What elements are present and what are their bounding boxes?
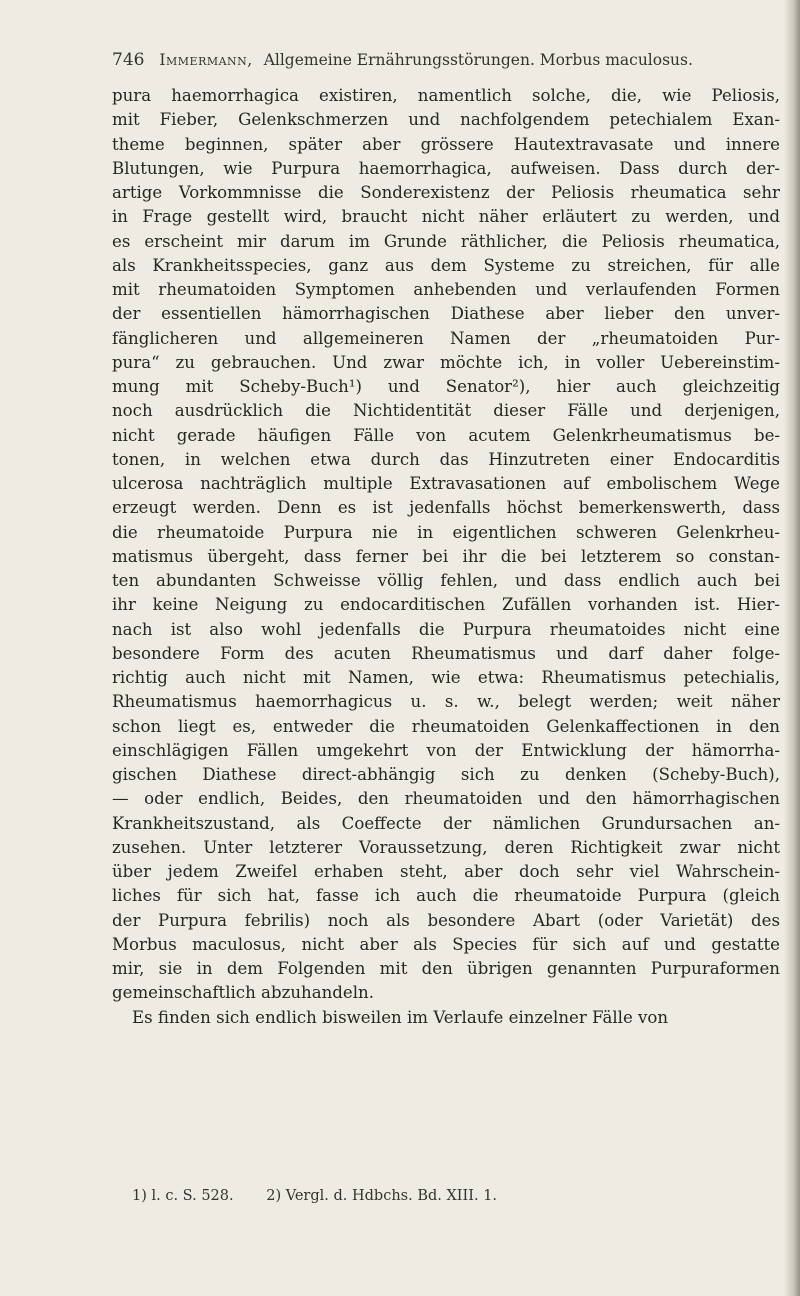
text-line: über jedem Zweifel erhaben steht, aber doch sehr viel Wahrschein- (112, 862, 780, 881)
text-line: noch ausdrücklich die Nichtidentität dieser Fälle und derjenigen, (112, 401, 780, 421)
text-line: matismus übergeht, dass ferner bei ihr die bei letzterem so constan- (112, 546, 780, 566)
text-line: nicht gerade häufigen Fälle von acutem Gelenkrheumatismus be- (112, 425, 780, 445)
text-line: der Purpura febrilis) noch als besondere Abart (oder Varietät) des (112, 910, 780, 930)
text-line: schon liegt es, entweder die rheumatoiden Gelenkaffectionen in den (112, 716, 780, 736)
footnote: 2) Vergl. d. Hdbchs. Bd. XIII. 1. (266, 1188, 498, 1204)
text-line: der essentiellen hämorrhagischen Diathese aber lieber den unver- (112, 304, 780, 324)
text-line: mit rheumatoiden Symptomen anhebenden und verlaufenden Formen (112, 280, 780, 299)
text-line: einschlägigen Fällen umgekehrt von der Entwicklung der hämorrha- (112, 740, 780, 760)
footnotes (132, 1188, 525, 1204)
text-line: gischen Diathese direct-abhängig sich zu denken (Scheby-Buch), (112, 765, 780, 784)
body-text (112, 84, 780, 1030)
text-line: Rheumatismus haemorrhagicus u. s. w., belegt werden; weit näher (112, 692, 780, 712)
text-line: ten abundanten Schweisse völlig fehlen, und dass endlich auch bei (112, 571, 780, 590)
text-line: gemeinschaftlich abzuhandeln. (112, 983, 374, 1003)
text-line: fänglicheren und allgemeineren Namen der „rheumatoiden Pur- (112, 328, 780, 348)
page-number: 746 (112, 50, 145, 70)
text-line: theme beginnen, später aber grössere Hautextravasate und innere (112, 134, 780, 154)
text-line: es erscheint mir darum im Grunde räthlicher, die Peliosis rheumatica, (112, 231, 780, 251)
text-line: Blutungen, wie Purpura haemorrhagica, aufweisen. Dass durch der- (112, 158, 780, 178)
header-author: Immermann, (159, 51, 253, 69)
header-title: Allgemeine Ernährungsstörungen. Morbus maculosus. (263, 51, 693, 69)
text-line: mit Fieber, Gelenkschmerzen und nachfolgendem petechialem Exan- (112, 110, 780, 130)
text-line: Es finden sich endlich bisweilen im Verlaufe einzelner Fälle von (132, 1007, 669, 1027)
text-line: die rheumatoide Purpura nie in eigentlichen schweren Gelenkrheu- (112, 522, 780, 542)
page-edge-shadow (784, 0, 800, 1296)
text-line: in Frage gestellt wird, braucht nicht näher erläutert zu werden, und (112, 207, 780, 227)
text-line: — oder endlich, Beides, den rheumatoiden und den hämorrhagischen (112, 789, 780, 809)
text-line: Krankheitszustand, als Coeffecte der nämlichen Grundursachen an- (112, 813, 780, 833)
text-line: tonen, in welchen etwa durch das Hinzutreten einer Endocarditis (112, 449, 780, 469)
text-line: als Krankheitsspecies, ganz aus dem Systeme zu streichen, für alle (112, 255, 780, 275)
running-header (112, 50, 712, 70)
text-line: mir, sie in dem Folgenden mit den übrigen genannten Purpuraformen (112, 959, 780, 978)
text-line: besondere Form des acuten Rheumatismus und darf daher folge- (112, 643, 780, 663)
text-line: Morbus maculosus, nicht aber als Species für sich auf und gestatte (112, 934, 780, 954)
footnote: 1) l. c. S. 528. (132, 1188, 234, 1204)
text-line: liches für sich hat, fasse ich auch die rheumatoide Purpura (gleich (112, 886, 780, 906)
text-line: mung mit Scheby-Buch¹) und Senator²), hier auch gleichzeitig (112, 377, 780, 396)
text-line: ulcerosa nachträglich multiple Extravasationen auf embolischem Wege (112, 474, 780, 493)
text-line: zusehen. Unter letzterer Voraussetzung, deren Richtigkeit zwar nicht (112, 837, 780, 857)
text-line: erzeugt werden. Denn es ist jedenfalls höchst bemerkenswerth, dass (112, 498, 780, 518)
text-line: richtig auch nicht mit Namen, wie etwa: Rheumatismus petechialis, (112, 668, 780, 687)
text-line: artige Vorkommnisse die Sonderexistenz der Peliosis rheumatica sehr (112, 183, 780, 202)
text-line: ihr keine Neigung zu endocarditischen Zufällen vorhanden ist. Hier- (112, 595, 780, 615)
text-line: nach ist also wohl jedenfalls die Purpura rheumatoides nicht eine (112, 619, 780, 639)
text-line: pura“ zu gebrauchen. Und zwar möchte ich, in voller Uebereinstim- (112, 352, 780, 372)
text-line: pura haemorrhagica existiren, namentlich solche, die, wie Peliosis, (112, 86, 780, 105)
